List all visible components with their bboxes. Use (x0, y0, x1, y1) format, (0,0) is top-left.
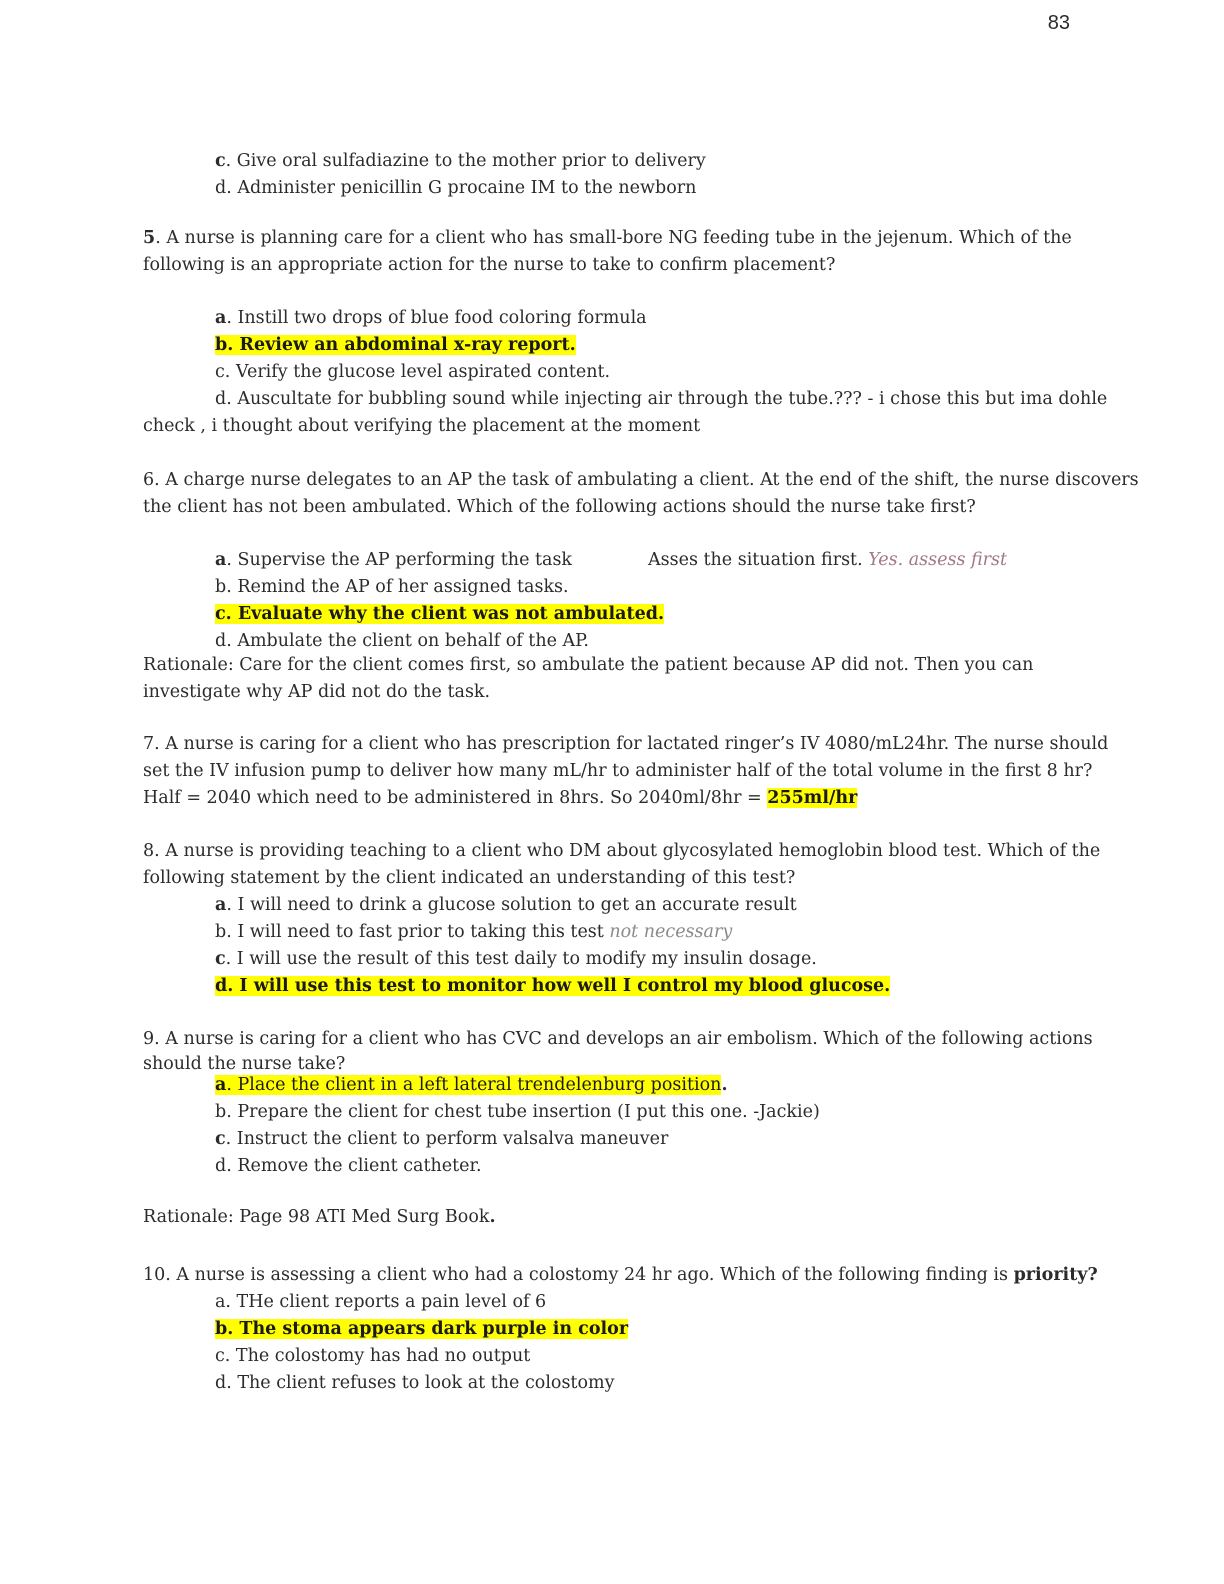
q8-note: not necessary (609, 922, 733, 942)
q6-rationale-line2: investigate why AP did not do the task. (143, 682, 491, 702)
q6-stem-line1: 6. A charge nurse delegates to an AP the task of ambulating a client. At the end of the shift, the nurse discovers (143, 470, 1139, 490)
q10-option-d: d. The client refuses to look at the colostomy (215, 1373, 615, 1393)
q5-stem-line1: 5. A nurse is planning care for a client who has small-bore NG feeding tube in the jejenum. Which of the (143, 228, 1072, 248)
q9-option-c: c. Instruct the client to perform valsalva maneuver (215, 1129, 669, 1149)
prev-option-d: d. Administer penicillin G procaine IM to the newborn (215, 178, 697, 198)
q9-option-d: d. Remove the client catheter. (215, 1156, 482, 1176)
q8-option-b: b. I will need to fast prior to taking this test not necessary (215, 922, 733, 942)
q9-stem-line1: 9. A nurse is caring for a client who has CVC and develops an air embolism. Which of the following actions (143, 1029, 1093, 1049)
q6-note: Asses the situation first. Yes. assess first (648, 550, 1008, 570)
prev-option-c: c. Give oral sulfadiazine to the mother prior to delivery (215, 151, 706, 171)
q9-rationale: Rationale: Page 98 ATI Med Surg Book. (143, 1207, 496, 1227)
q10-option-b-answer: b. The stoma appears dark purple in color (215, 1319, 629, 1339)
page-number: 83 (1047, 12, 1070, 34)
q8-stem-line2: following statement by the client indicated an understanding of this test? (143, 868, 796, 888)
q8-option-d-answer: d. I will use this test to monitor how well I control my blood glucose. (215, 976, 891, 996)
q6-option-c-answer: c. Evaluate why the client was not ambulated. (215, 604, 665, 624)
q5-option-b-answer: b. Review an abdominal x-ray report. (215, 335, 576, 355)
q10-option-a: a. THe client reports a pain level of 6 (215, 1292, 547, 1312)
q6-stem-line2: the client has not been ambulated. Which of the following actions should the nurse take first? (143, 497, 976, 517)
q8-stem-line1: 8. A nurse is providing teaching to a client who DM about glycosylated hemoglobin blood test. Which of the (143, 841, 1101, 861)
q5-option-c: c. Verify the glucose level aspirated content. (215, 362, 611, 382)
q8-option-a: a. I will need to drink a glucose solution to get an accurate result (215, 895, 797, 915)
q7-stem-line2: set the IV infusion pump to deliver how many mL/hr to administer half of the total volume in the first 8 hr? (143, 761, 1093, 781)
q6-option-b: b. Remind the AP of her assigned tasks. (215, 577, 569, 597)
q6-option-a: a. Supervise the AP performing the task (215, 550, 573, 570)
q9-option-a-answer: a. Place the client in a left lateral trendelenburg position. (215, 1075, 728, 1095)
q5-option-d: d. Auscultate for bubbling sound while injecting air through the tube.??? - i chose this but ima dohle (215, 389, 1108, 409)
q10-option-c: c. The colostomy has had no output (215, 1346, 531, 1366)
q6-rationale-line1: Rationale: Care for the client comes first, so ambulate the patient because AP did not. Then you can (143, 655, 1034, 675)
q8-option-c: c. I will use the result of this test daily to modify my insulin dosage. (215, 949, 817, 969)
q7-answer: 255ml/hr (767, 788, 858, 808)
q5-option-a: a. Instill two drops of blue food coloring formula (215, 308, 647, 328)
q7-calculation: Half = 2040 which need to be administered in 8hrs. So 2040ml/8hr = 255ml/hr (143, 788, 858, 808)
q5-option-d-continued: check , i thought about verifying the placement at the moment (143, 416, 701, 436)
q5-stem-line2: following is an appropriate action for the nurse to take to confirm placement? (143, 255, 836, 275)
q6-option-d: d. Ambulate the client on behalf of the AP. (215, 631, 589, 651)
q9-stem-line2: should the nurse take? (143, 1054, 346, 1074)
q10-stem: 10. A nurse is assessing a client who had a colostomy 24 hr ago. Which of the following finding is priority? (143, 1265, 1098, 1285)
q9-option-b: b. Prepare the client for chest tube insertion (I put this one. -Jackie) (215, 1102, 820, 1122)
q7-stem-line1: 7. A nurse is caring for a client who has prescription for lactated ringer’s IV 4080/mL24hr. The nurse should (143, 734, 1109, 754)
